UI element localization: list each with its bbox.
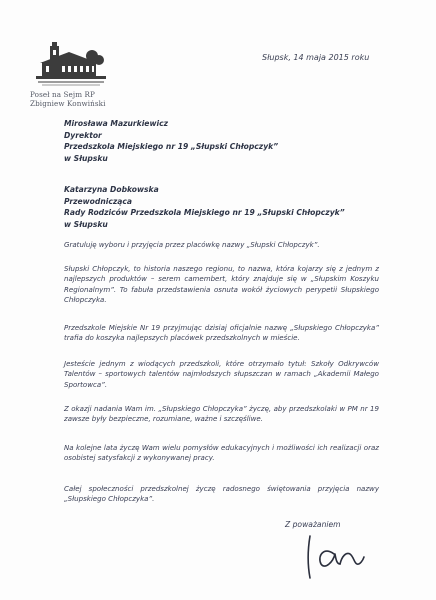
closing-phrase: Z poważaniem [285,520,341,529]
addressee-role: Przewodnicząca [64,196,132,206]
body-paragraph: Na kolejne lata życzę Wam wielu pomysłów edukacyjnych i możliwości ich realizacji oraz osobistej satysfakcji z wykonywanej pracy. [64,443,379,463]
signature-mark [304,530,366,582]
addressee-name: Katarzyna Dobkowska [64,185,159,194]
body-paragraph: Gratuluję wyboru i przyjęcia przez placówkę nazwy „Słupski Chłopczyk”. [64,240,320,249]
issuer-name: Zbigniew Konwiński [30,99,106,108]
body-paragraph: Całej społeczności przedszkolnej życzę radosnego świętowania przyjęcia nazwy „Słupskiego Chłopczyka”. [64,484,379,504]
addressee-city: w Słupsku [64,153,108,163]
addressee-director [64,118,278,164]
issuer-title: Poseł na Sejm RP [30,90,95,99]
body-paragraph: Z okazji nadania Wam im. „Słupskiego Chłopczyka” życzę, aby przedszkolaki w PM nr 19 zawsze były bezpieczne, rozumiane, ważne i szczęśliwe. [64,404,379,424]
body-paragraph: Przedszkole Miejskie Nr 19 przyjmując dzisiaj oficjalnie nazwę „Słupskiego Chłopczyka” trafia do koszyka najlepszych placówek przedszkolnych w mieście. [64,323,379,343]
addressee-city: w Słupsku [64,219,108,229]
addressee-council-chair [64,184,345,230]
body-paragraph: Jesteście jednym z wiodących przedszkoli, które otrzymało tytuł: Szkoły Odkrywców Talentów – sportowych talentów najmłodszych słupszczan w ramach „Akademii Małego Sportowca”. [64,359,379,389]
addressee-name: Mirosława Mazurkiewicz [64,119,168,128]
building-emblem-icon [36,42,106,88]
addressee-institution: Przedszkola Miejskiego nr 19 „Słupski Chłopczyk” [64,142,279,152]
body-paragraph: Słupski Chłopczyk, to historia naszego regionu, to nazwa, która kojarzy się z jednym z najlepszych produktów – serem camembert, który znajduje się w „Słupskim Koszyku Regionalnym”. To fabuła przedstawienia osnuta wokół życiowych perypetii Słupskiego Chłopczyka. [64,264,379,305]
letter-date: Słupsk, 14 maja 2015 roku [262,53,370,62]
addressee-institution: Rady Rodziców Przedszkola Miejskiego nr 19 „Słupski Chłopczyk” [64,208,345,218]
addressee-role: Dyrektor [64,130,102,140]
